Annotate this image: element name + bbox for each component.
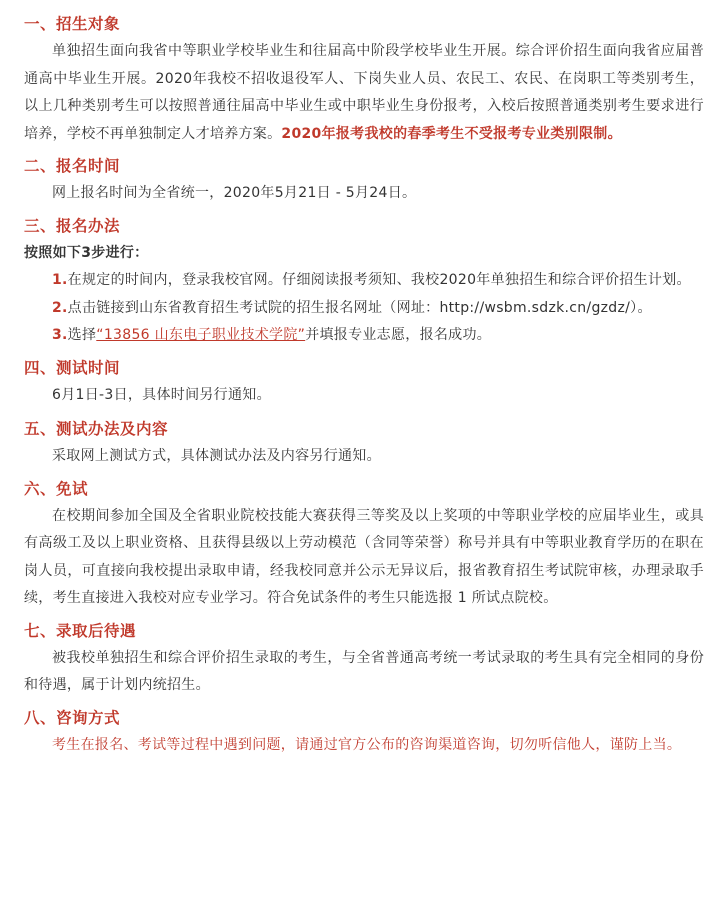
registration-step-1 xyxy=(24,267,704,295)
section-heading-test-method: 五、测试办法及内容 xyxy=(24,420,169,438)
admission-targets-text: 单独招生面向我省中等职业学校毕业生和往届高中阶段学校毕业生开展。综合评价招生面向我省应届普通高中毕业生开展。2020年我校不招收退役军人、下岗失业人员、农民工、农民、在岗职工等类别考生，以上几种类别考生可以按照普通往届高中毕业生或中职毕业生身份报考，入校后按照普通类别考生要求进行培养，学校不再单独制定人才培养方案。 xyxy=(24,43,704,142)
step-3-number: 3. xyxy=(52,327,68,343)
consultation-paragraph: 考生在报名、考试等过程中遇到问题，请通过官方公布的咨询渠道咨询，切勿听信他人，谨防上当。 xyxy=(52,736,682,753)
section-heading-consultation: 八、咨询方式 xyxy=(24,708,121,727)
step-3-pre: 选择 xyxy=(67,327,97,343)
school-link[interactable]: “13856 山东电子职业技术学院” xyxy=(96,327,306,343)
registration-steps-intro: 按照如下3步进行： xyxy=(24,244,149,261)
section-heading-registration-time: 二、报名时间 xyxy=(24,157,121,175)
section-heading-admission-targets: 一、招生对象 xyxy=(24,15,121,33)
test-time-paragraph: 6月1日-3日，具体时间另行通知。 xyxy=(52,386,271,403)
section-heading-post-admission: 七、录取后待遇 xyxy=(24,621,137,640)
registration-step-3 xyxy=(24,322,704,350)
section-heading-test-time: 四、测试时间 xyxy=(24,358,121,377)
step-2-number: 2. xyxy=(52,299,68,316)
step-1-number: 1. xyxy=(52,272,68,288)
registration-time-paragraph: 网上报名时间为全省统一，2020年5月21日 - 5月24日。 xyxy=(52,185,417,201)
section-heading-exemption: 六、免试 xyxy=(24,479,89,498)
section-heading-registration-method: 三、报名办法 xyxy=(24,216,121,235)
step-2-text: 点击链接到山东省教育招生考试院的招生报名网址（网址：http://wsbm.sdzk.cn/gzdz/）。 xyxy=(67,299,652,316)
post-admission-paragraph: 被我校单独招生和综合评价招生录取的考生，与全省普通高考统一考试录取的考生具有完全相同的身份和待遇，属于计划内统招生。 xyxy=(24,649,704,693)
step-1-text: 在规定的时间内，登录我校官网。仔细阅读报考须知、我校2020年单独招生和综合评价招生计划。 xyxy=(67,272,691,288)
registration-step-2 xyxy=(24,295,704,323)
step-3-post: 并填报专业志愿，报名成功。 xyxy=(305,327,492,343)
test-method-paragraph: 采取网上测试方式，具体测试办法及内容另行通知。 xyxy=(52,448,381,464)
admission-targets-highlight: 2020年报考我校的春季考生不受报考专业类别限制。 xyxy=(281,125,622,142)
exemption-paragraph: 在校期间参加全国及全省职业院校技能大赛获得三等奖及以上奖项的中等职业学校的应届毕业生，或具有高级工及以上职业资格、且获得县级以上劳动模范（含同等荣誉）称号并具有中等职业教育学历的在职在岗人员，可直接向我校提出录取申请，经我校同意并公示无异议后，报省教育招生考试院审核，办理录取手续，考生直接进入我校对应专业学习。符合免试条件的考生只能选报 1 所试点院校。 xyxy=(24,507,704,606)
admission-targets-paragraph xyxy=(24,38,704,148)
